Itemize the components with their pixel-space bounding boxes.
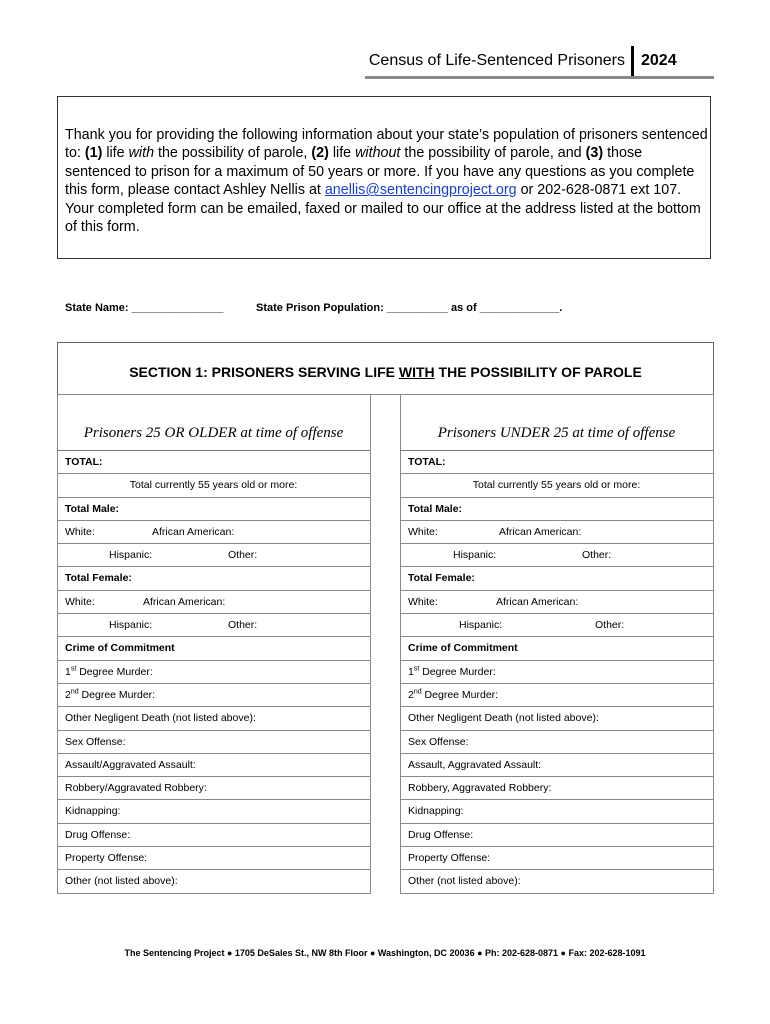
white-field[interactable]: White: [65, 525, 95, 538]
property-offense-field[interactable]: Property Offense: [400, 847, 713, 870]
right-column-heading: Prisoners UNDER 25 at time of offense [400, 418, 713, 451]
african-american-field[interactable]: African American: [496, 595, 579, 608]
other-crime-field[interactable]: Other (not listed above): [408, 875, 521, 888]
drug-offense-field[interactable]: Drug Offense: [57, 824, 370, 847]
left-col-border-right [370, 395, 371, 893]
negligent-death-field[interactable]: Other Negligent Death (not listed above): [400, 707, 713, 730]
other-field[interactable]: Other: [228, 549, 258, 562]
left-column-heading: Prisoners 25 OR OLDER at time of offense [57, 418, 370, 451]
state-name-field[interactable]: State Name: _______________ [65, 302, 224, 314]
header-divider [631, 46, 634, 76]
second-degree-murder-field[interactable]: 2nd Degree Murder: [57, 684, 370, 707]
white-field[interactable]: White: [408, 525, 438, 538]
over-55-field[interactable]: Total currently 55 years old or more: [57, 474, 370, 497]
hispanic-field[interactable]: Hispanic: [109, 619, 153, 632]
other-field[interactable]: Other: [582, 549, 612, 562]
male-race-row[interactable] [400, 521, 713, 544]
section-1-rule [57, 394, 714, 395]
intro-text: Thank you for providing the following information about your state’s population of prisoners sentenced to: (1) life with the possibility of parole, (2) life without the possibility of parole, and (3) those sentenced to prison for a maximum of 50 years or more. If you have any questions as you complete this form, please contact Ashley Nellis at anellis@sentencingproject.org or 202-628-0871 ext 107. Your completed form can be emailed, faxed or mailed to our office at the address listed at the bottom of this form. [65, 127, 708, 236]
total-female-field[interactable]: Total Female: [400, 567, 713, 590]
contact-email-link[interactable]: anellis@sentencingproject.org [324, 182, 517, 199]
right-column-under-25 [400, 418, 713, 894]
form-year: 2024 [641, 52, 677, 69]
form-title: Census of Life-Sentenced Prisoners [368, 52, 625, 69]
female-ethnicity-row[interactable] [57, 614, 370, 637]
right-col-border-right [713, 395, 714, 893]
female-ethnicity-row[interactable] [400, 614, 713, 637]
crime-of-commitment-header: Crime of Commitment [400, 637, 713, 660]
total-female-field[interactable]: Total Female: [57, 567, 370, 590]
assault-field[interactable]: Assault/Aggravated Assault: [57, 754, 370, 777]
hispanic-field[interactable]: Hispanic: [453, 549, 497, 562]
over-55-field[interactable]: Total currently 55 years old or more: [400, 474, 713, 497]
hispanic-field[interactable]: Hispanic: [109, 549, 153, 562]
other-field[interactable]: Other: [228, 619, 258, 632]
other-crime-field[interactable]: Other (not listed above): [65, 875, 178, 888]
robbery-field[interactable]: Robbery, Aggravated Robbery: [400, 777, 713, 800]
kidnapping-field[interactable]: Kidnapping: [400, 800, 713, 823]
robbery-field[interactable]: Robbery/Aggravated Robbery: [57, 777, 370, 800]
kidnapping-field[interactable]: Kidnapping: [57, 800, 370, 823]
first-degree-murder-field[interactable]: 1st Degree Murder: [400, 661, 713, 684]
other-field[interactable]: Other: [595, 619, 625, 632]
section-1-title: SECTION 1: PRISONERS SERVING LIFE WITH THE POSSIBILITY OF PAROLE [129, 364, 642, 380]
african-american-field[interactable]: African American: [152, 525, 235, 538]
footer-contact: The Sentencing Project ● 1705 DeSales St., NW 8th Floor ● Washington, DC 20036 ● Ph: 202-628-0871 ● Fax: 202-628-1091 [124, 948, 646, 958]
property-offense-field[interactable]: Property Offense: [57, 847, 370, 870]
negligent-death-field[interactable]: Other Negligent Death (not listed above): [57, 707, 370, 730]
white-field[interactable]: White: [65, 595, 95, 608]
state-prison-population-field[interactable]: State Prison Population: __________ as of _____________. [256, 302, 563, 314]
african-american-field[interactable]: African American: [499, 525, 582, 538]
female-race-row[interactable] [400, 591, 713, 614]
total-field[interactable]: TOTAL: [400, 451, 713, 474]
drug-offense-field[interactable]: Drug Offense: [400, 824, 713, 847]
second-degree-murder-field[interactable]: 2nd Degree Murder: [400, 684, 713, 707]
female-race-row[interactable] [57, 591, 370, 614]
assault-field[interactable]: Assault, Aggravated Assault: [400, 754, 713, 777]
sex-offense-field[interactable]: Sex Offense: [400, 731, 713, 754]
sex-offense-field[interactable]: Sex Offense: [57, 731, 370, 754]
crime-of-commitment-header: Crime of Commitment [57, 637, 370, 660]
male-ethnicity-row[interactable] [400, 544, 713, 567]
male-race-row[interactable] [57, 521, 370, 544]
white-field[interactable]: White: [408, 595, 438, 608]
left-column-25-or-older [57, 418, 370, 894]
male-ethnicity-row[interactable] [57, 544, 370, 567]
total-male-field[interactable]: Total Male: [57, 498, 370, 521]
total-field[interactable]: TOTAL: [57, 451, 370, 474]
african-american-field[interactable]: African American: [143, 595, 226, 608]
hispanic-field[interactable]: Hispanic: [459, 619, 503, 632]
header-rule [365, 76, 714, 79]
total-male-field[interactable]: Total Male: [400, 498, 713, 521]
first-degree-murder-field[interactable]: 1st Degree Murder: [57, 661, 370, 684]
